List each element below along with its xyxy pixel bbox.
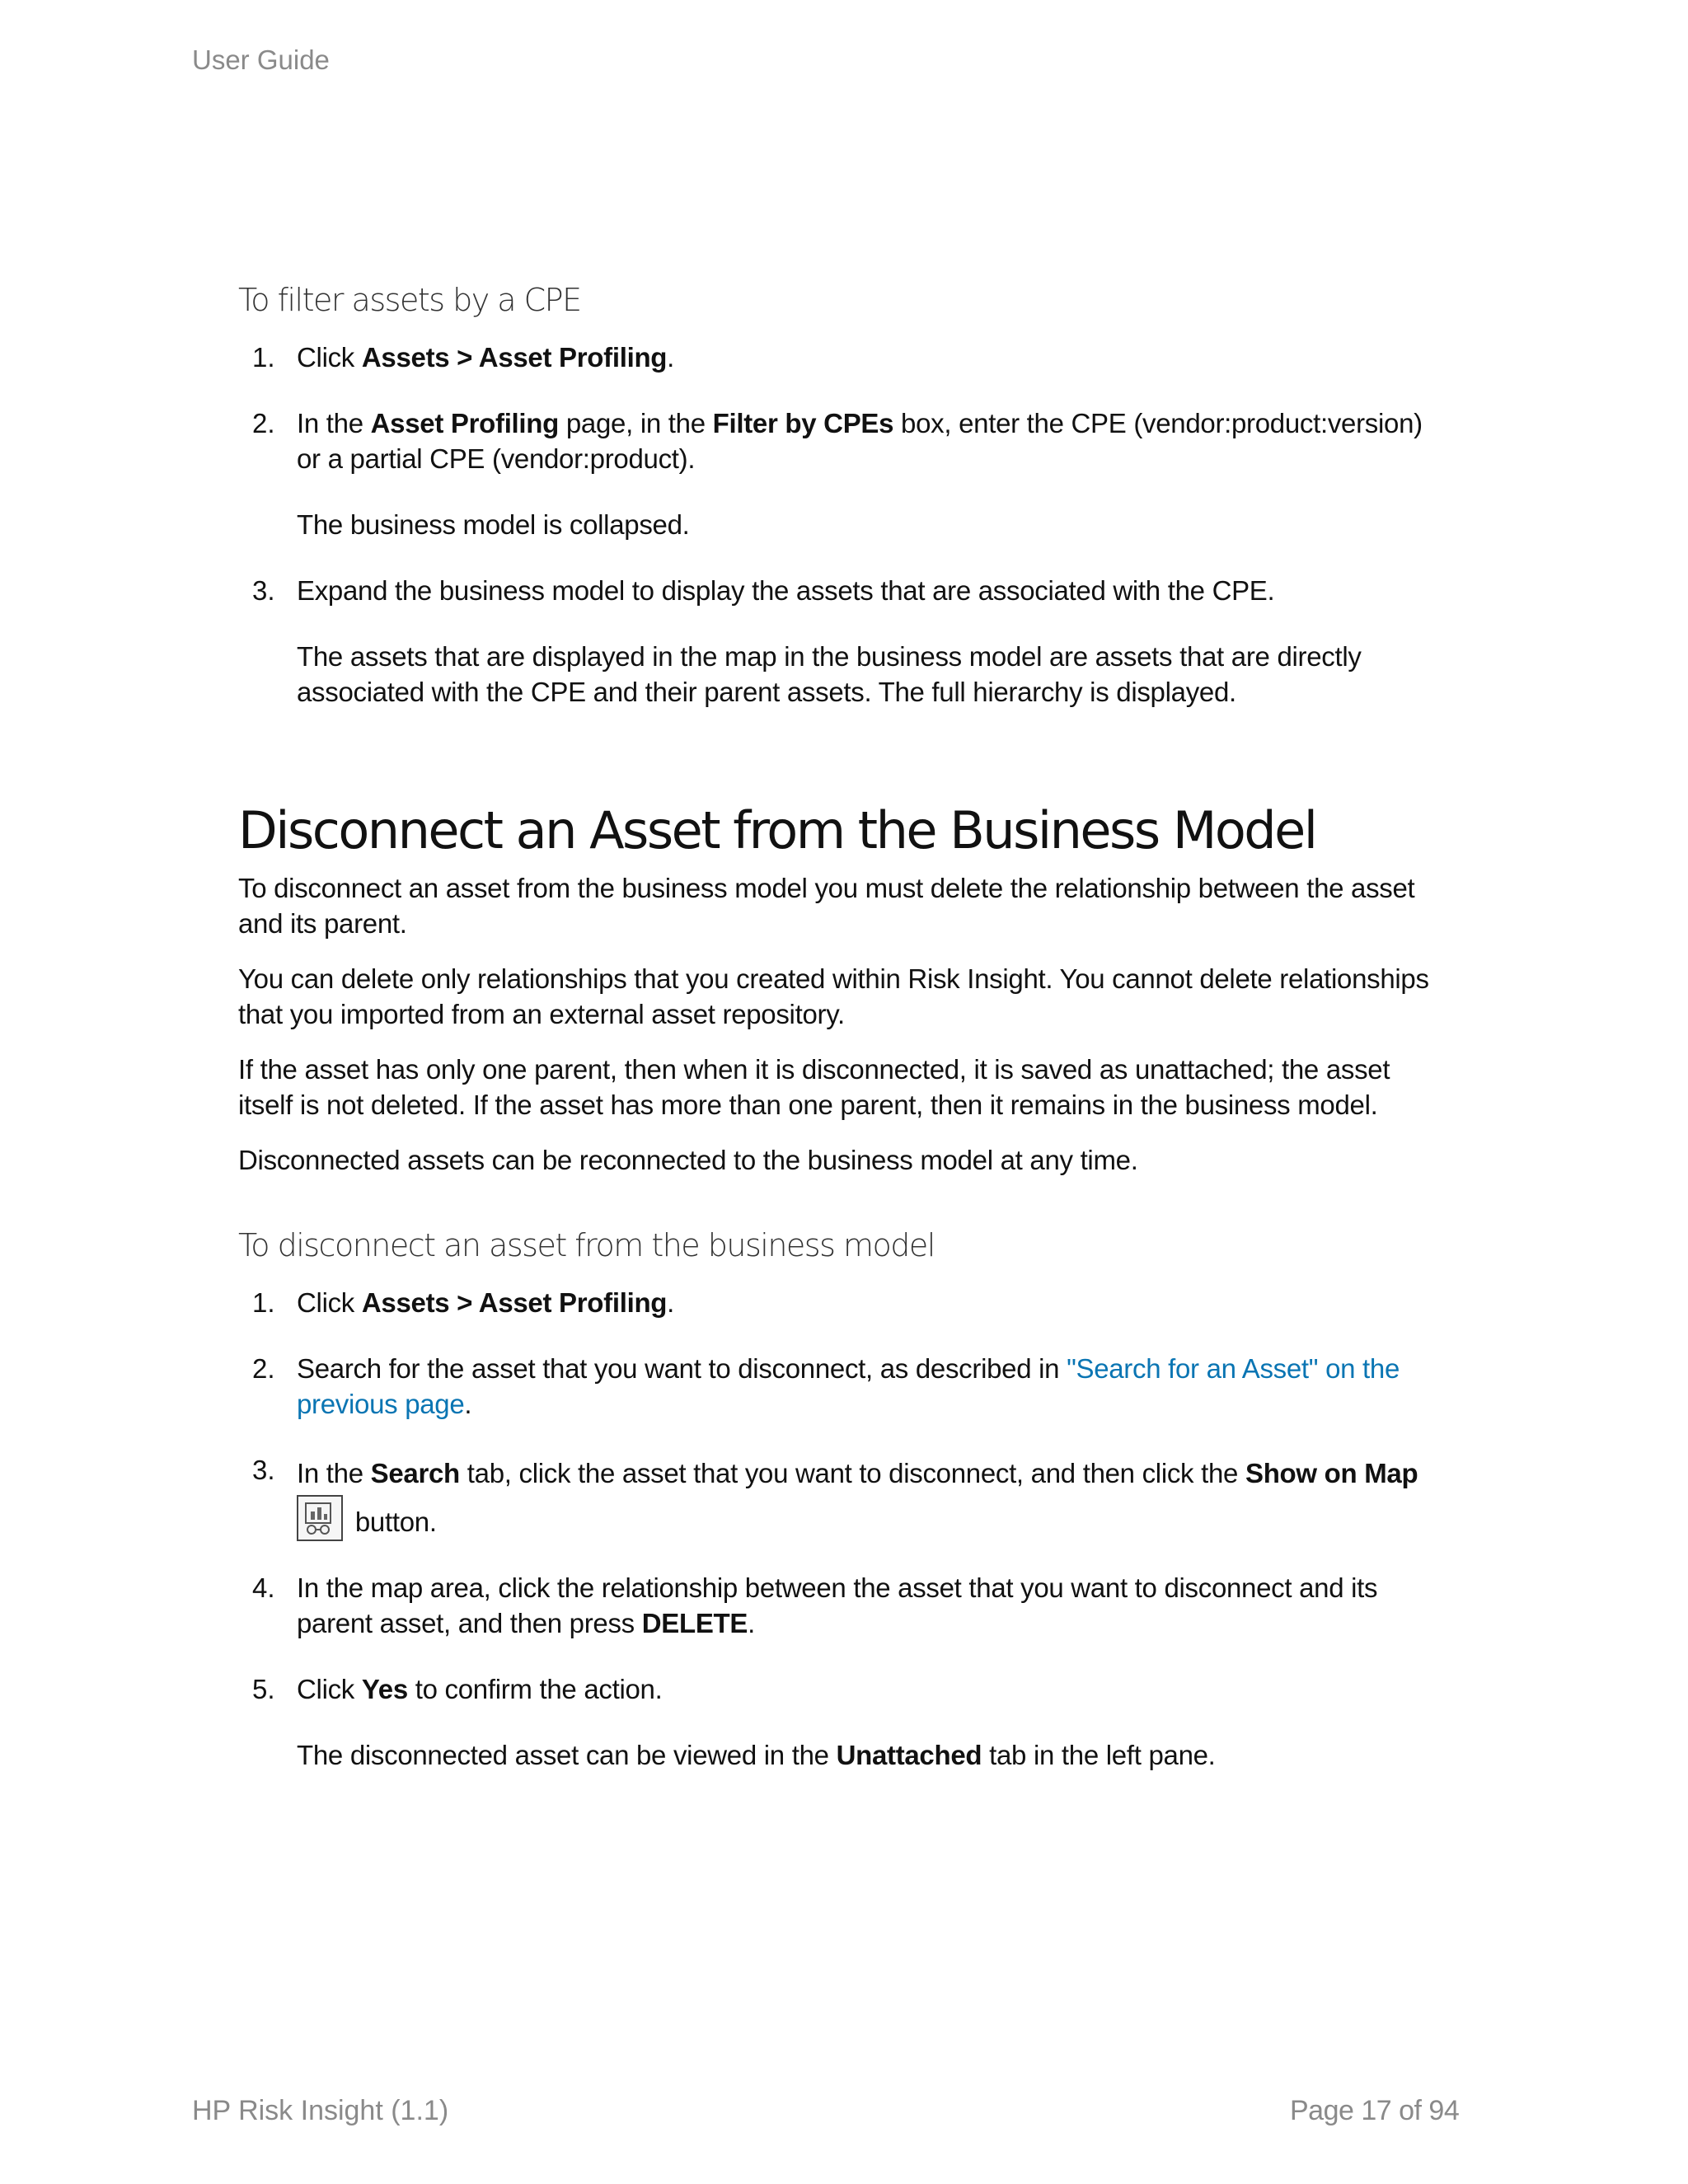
list-item — [238, 340, 1450, 375]
paragraph: If the asset has only one parent, then when it is disconnected, it is saved as unattached; the asset itself is not deleted. If the asset has more than one parent, then it remains in the business model. — [238, 1054, 1390, 1120]
filter-steps — [238, 340, 1450, 710]
step-number: 5. — [252, 1674, 275, 1704]
paragraph: You can delete only relationships that you created within Risk Insight. You cannot delete relationships that you imported from an external asset repository. — [238, 963, 1429, 1029]
step-text: Search for the asset that you want to disconnect, as described in "Search for an Asset" on the previous page. — [297, 1353, 1400, 1419]
step-number: 3. — [252, 575, 275, 606]
filter-heading: To filter assets by a CPE — [238, 282, 581, 318]
section-title: Disconnect an Asset from the Business Model — [238, 800, 1316, 860]
step-number: 2. — [252, 408, 275, 438]
footer-page-number: Page 17 of 94 — [1290, 2095, 1460, 2126]
step-text: In the map area, click the relationship between the asset that you want to disconnect and its parent asset, and then press DELETE. — [297, 1572, 1378, 1638]
page-content — [238, 272, 1450, 1773]
procedure-steps — [238, 1285, 1450, 1773]
step-number: 3. — [252, 1455, 275, 1485]
step-text: Click Assets > Asset Profiling. — [297, 1287, 675, 1318]
step-number: 4. — [252, 1572, 275, 1603]
paragraph: Disconnected assets can be reconnected to the business model at any time. — [238, 1145, 1138, 1175]
list-item — [238, 1452, 1450, 1544]
list-item — [238, 1351, 1450, 1422]
step-text: In the Search tab, click the asset that you want to disconnect, and then click the Show on Map button. — [297, 1452, 1450, 1544]
step-text: Expand the business model to display the assets that are associated with the CPE. — [297, 575, 1275, 606]
step-note: The business model is collapsed. — [297, 509, 690, 540]
show-on-map-icon — [297, 1495, 343, 1541]
step-note: The disconnected asset can be viewed in the Unattached tab in the left pane. — [297, 1740, 1216, 1770]
list-item — [238, 1671, 1450, 1773]
list-item — [238, 405, 1450, 542]
running-head: User Guide — [192, 45, 330, 75]
procedure-heading: To disconnect an asset from the business model — [238, 1227, 935, 1263]
cross-reference-link[interactable]: "Search for an Asset" on the previous page — [297, 1353, 1400, 1419]
step-text: Click Assets > Asset Profiling. — [297, 342, 675, 373]
step-number: 1. — [252, 1287, 275, 1318]
footer-product: HP Risk Insight (1.1) — [192, 2095, 449, 2126]
step-number: 2. — [252, 1353, 275, 1384]
list-item — [238, 1570, 1450, 1641]
step-note: The assets that are displayed in the map in the business model are assets that are directly associated with the CPE and their parent assets. The full hierarchy is displayed. — [297, 641, 1362, 707]
paragraph: To disconnect an asset from the business model you must delete the relationship between the asset and its parent. — [238, 873, 1415, 939]
list-item — [238, 1285, 1450, 1320]
step-text: Click Yes to confirm the action. — [297, 1674, 663, 1704]
step-text: In the Asset Profiling page, in the Filter by CPEs box, enter the CPE (vendor:product:version) or a partial CPE (vendor:product). — [297, 408, 1423, 474]
step-number: 1. — [252, 342, 275, 373]
list-item — [238, 573, 1450, 710]
